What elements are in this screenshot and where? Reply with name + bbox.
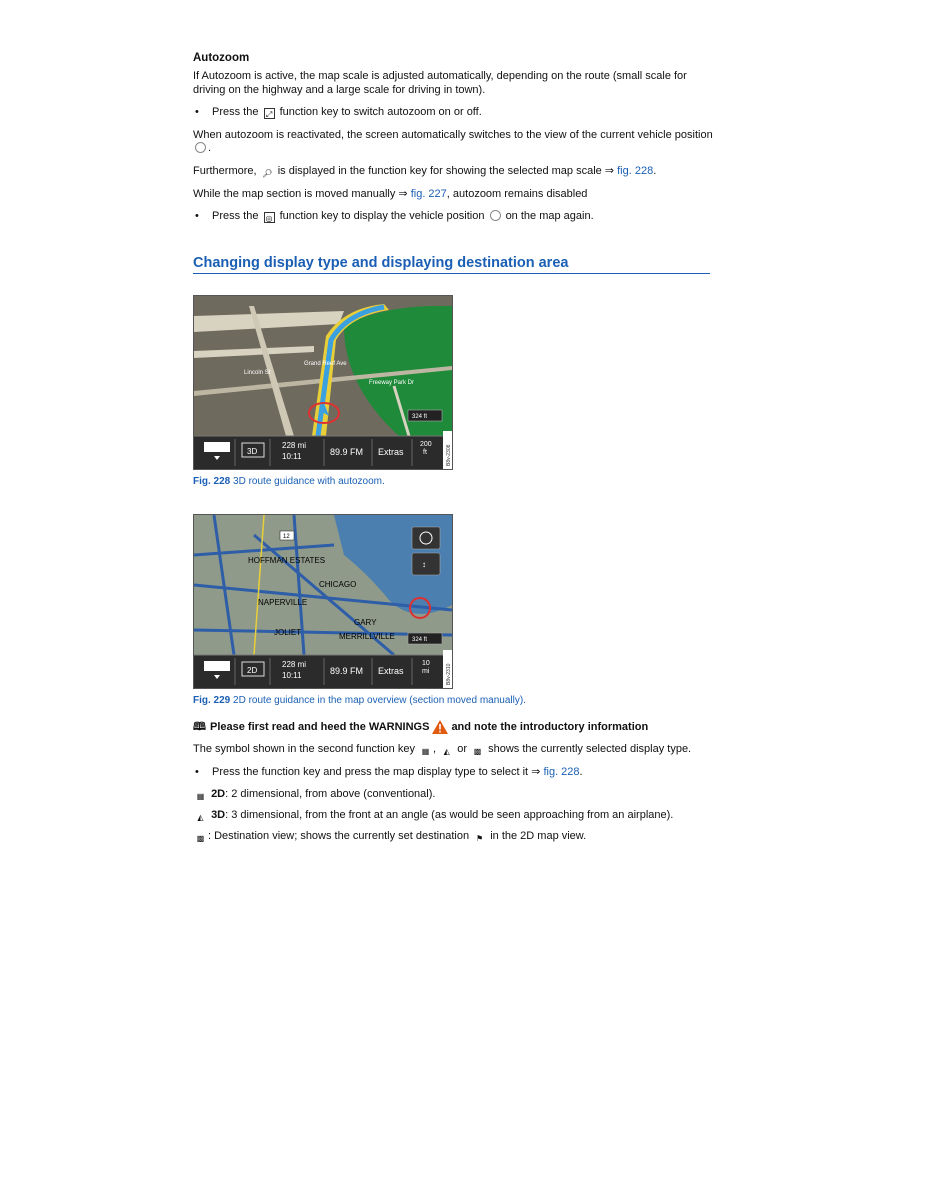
svg-text:228 mi: 228 mi <box>282 659 307 669</box>
svg-text:ft: ft <box>423 448 427 456</box>
radio-station: 89.9 FM <box>330 665 364 676</box>
svg-text:10:11: 10:11 <box>282 451 302 461</box>
extras-key: Extras <box>378 665 404 676</box>
street-label: Grand Reef Ave <box>304 360 347 367</box>
section-title: Changing display type and displaying destination area <box>193 255 710 274</box>
autozoom-key-icon: ⤢ <box>264 108 275 119</box>
compass-button <box>412 527 440 549</box>
place-label: HOFFMAN ESTATES <box>248 555 326 565</box>
fig-228-link[interactable]: fig. 228 <box>543 765 580 778</box>
svg-text:10:11: 10:11 <box>282 670 302 680</box>
street-label: Freeway Park Dr <box>369 379 415 386</box>
figure-228-caption: Fig. 228 3D route guidance with autozoom. <box>193 475 385 487</box>
place-label: GARY <box>354 617 377 627</box>
autozoom-intro: If Autozoom is active, the map scale is adjusted automatically, depending on the route (small scale for driving on the highway and a large scale for driving in town). <box>193 70 687 96</box>
paragraph: The symbol shown in the second function key ▦ , ◭ or ▩ shows the currently selected display type. <box>193 742 692 756</box>
svg-text:2D: 2D <box>247 665 258 675</box>
paragraph: When autozoom is reactivated, the screen automatically switches to the view of the current vehicle position . <box>193 128 713 154</box>
definition-3d: ◭ 3D: 3 dimensional, from the front at an angle (as would be seen approaching from an airplane). <box>193 809 713 823</box>
autozoom-symbol-icon: 🔎︎ <box>262 168 273 178</box>
warning-icon <box>432 720 448 734</box>
map-3d-icon: ◭ <box>197 813 204 822</box>
svg-text:B8v-2308: B8v-2308 <box>446 444 452 466</box>
fig-228-link[interactable]: fig. 228 <box>617 164 654 177</box>
book-icon: 🕮︎ <box>193 720 206 733</box>
svg-text:3D: 3D <box>247 446 258 456</box>
svg-text:200: 200 <box>420 440 432 448</box>
menu-key <box>204 661 230 671</box>
figure-229-caption: Fig. 229 2D route guidance in the map overview (section moved manually). <box>193 694 526 706</box>
destination-view-icon: ▩ <box>196 834 205 843</box>
map-2d-image <box>194 515 452 688</box>
svg-text:228 mi: 228 mi <box>282 440 307 450</box>
vehicle-position-icon <box>195 142 206 153</box>
map-2d-icon: ▦ <box>196 792 205 801</box>
list-item: • Press the function key and press the map display type to select it ⇒ fig. 228. <box>195 765 583 778</box>
place-label: CHICAGO <box>319 579 357 589</box>
paragraph: While the map section is moved manually ⇒ fig. 227, autozoom remains disabled <box>193 187 588 200</box>
map-2d-icon: ▦ <box>421 746 430 756</box>
scale-badge: 324 ft <box>412 636 428 643</box>
vehicle-position-icon <box>490 210 501 221</box>
intro-note-heading: 🕮︎ Please first read and heed the WARNINGS and note the introductory information <box>193 718 713 737</box>
definition-2d: ▦ 2D: 2 dimensional, from above (conventional). <box>196 788 436 801</box>
vehicle-position-key-icon: ◎ <box>264 212 275 223</box>
road-badge: 12 <box>283 533 290 540</box>
map-3d-icon: ◭ <box>443 746 450 756</box>
svg-text:mi: mi <box>422 667 430 675</box>
menu-key <box>204 442 230 452</box>
place-label: JOLIET <box>274 627 302 637</box>
fig-227-link[interactable]: fig. 227 <box>410 187 447 200</box>
paragraph: Furthermore, 🔎︎ is displayed in the function key for showing the selected map scale ⇒ fig. 228. <box>193 164 657 178</box>
scale-badge: 324 ft <box>412 413 428 420</box>
destination-view-icon: ▩ <box>473 746 482 756</box>
svg-text:10: 10 <box>422 659 430 667</box>
figure-229-screenshot <box>193 514 453 689</box>
destination-flag-icon: ⚑ <box>476 834 484 843</box>
radio-station: 89.9 FM <box>330 446 364 457</box>
street-label: Lincoln St <box>244 369 271 376</box>
extras-key: Extras <box>378 446 404 457</box>
definition-destination: ▩ : Destination view; shows the currently set destination ⚑ in the 2D map view. <box>196 830 587 843</box>
place-label: NAPERVILLE <box>258 597 308 607</box>
autozoom-heading: Autozoom <box>193 52 250 64</box>
move-map-button <box>412 553 440 575</box>
svg-text:↕: ↕ <box>422 559 426 569</box>
document-page <box>193 52 713 851</box>
list-item: • Press the ◎ function key to display the vehicle position on the map again. <box>195 210 594 223</box>
figure-228-screenshot <box>193 295 453 470</box>
place-label: MERRILLVILLE <box>339 631 395 641</box>
list-item: • Press the ⤢ function key to switch autozoom on or off. <box>195 106 482 119</box>
map-3d-image <box>194 296 452 469</box>
svg-text:B8v-2310: B8v-2310 <box>446 663 452 685</box>
